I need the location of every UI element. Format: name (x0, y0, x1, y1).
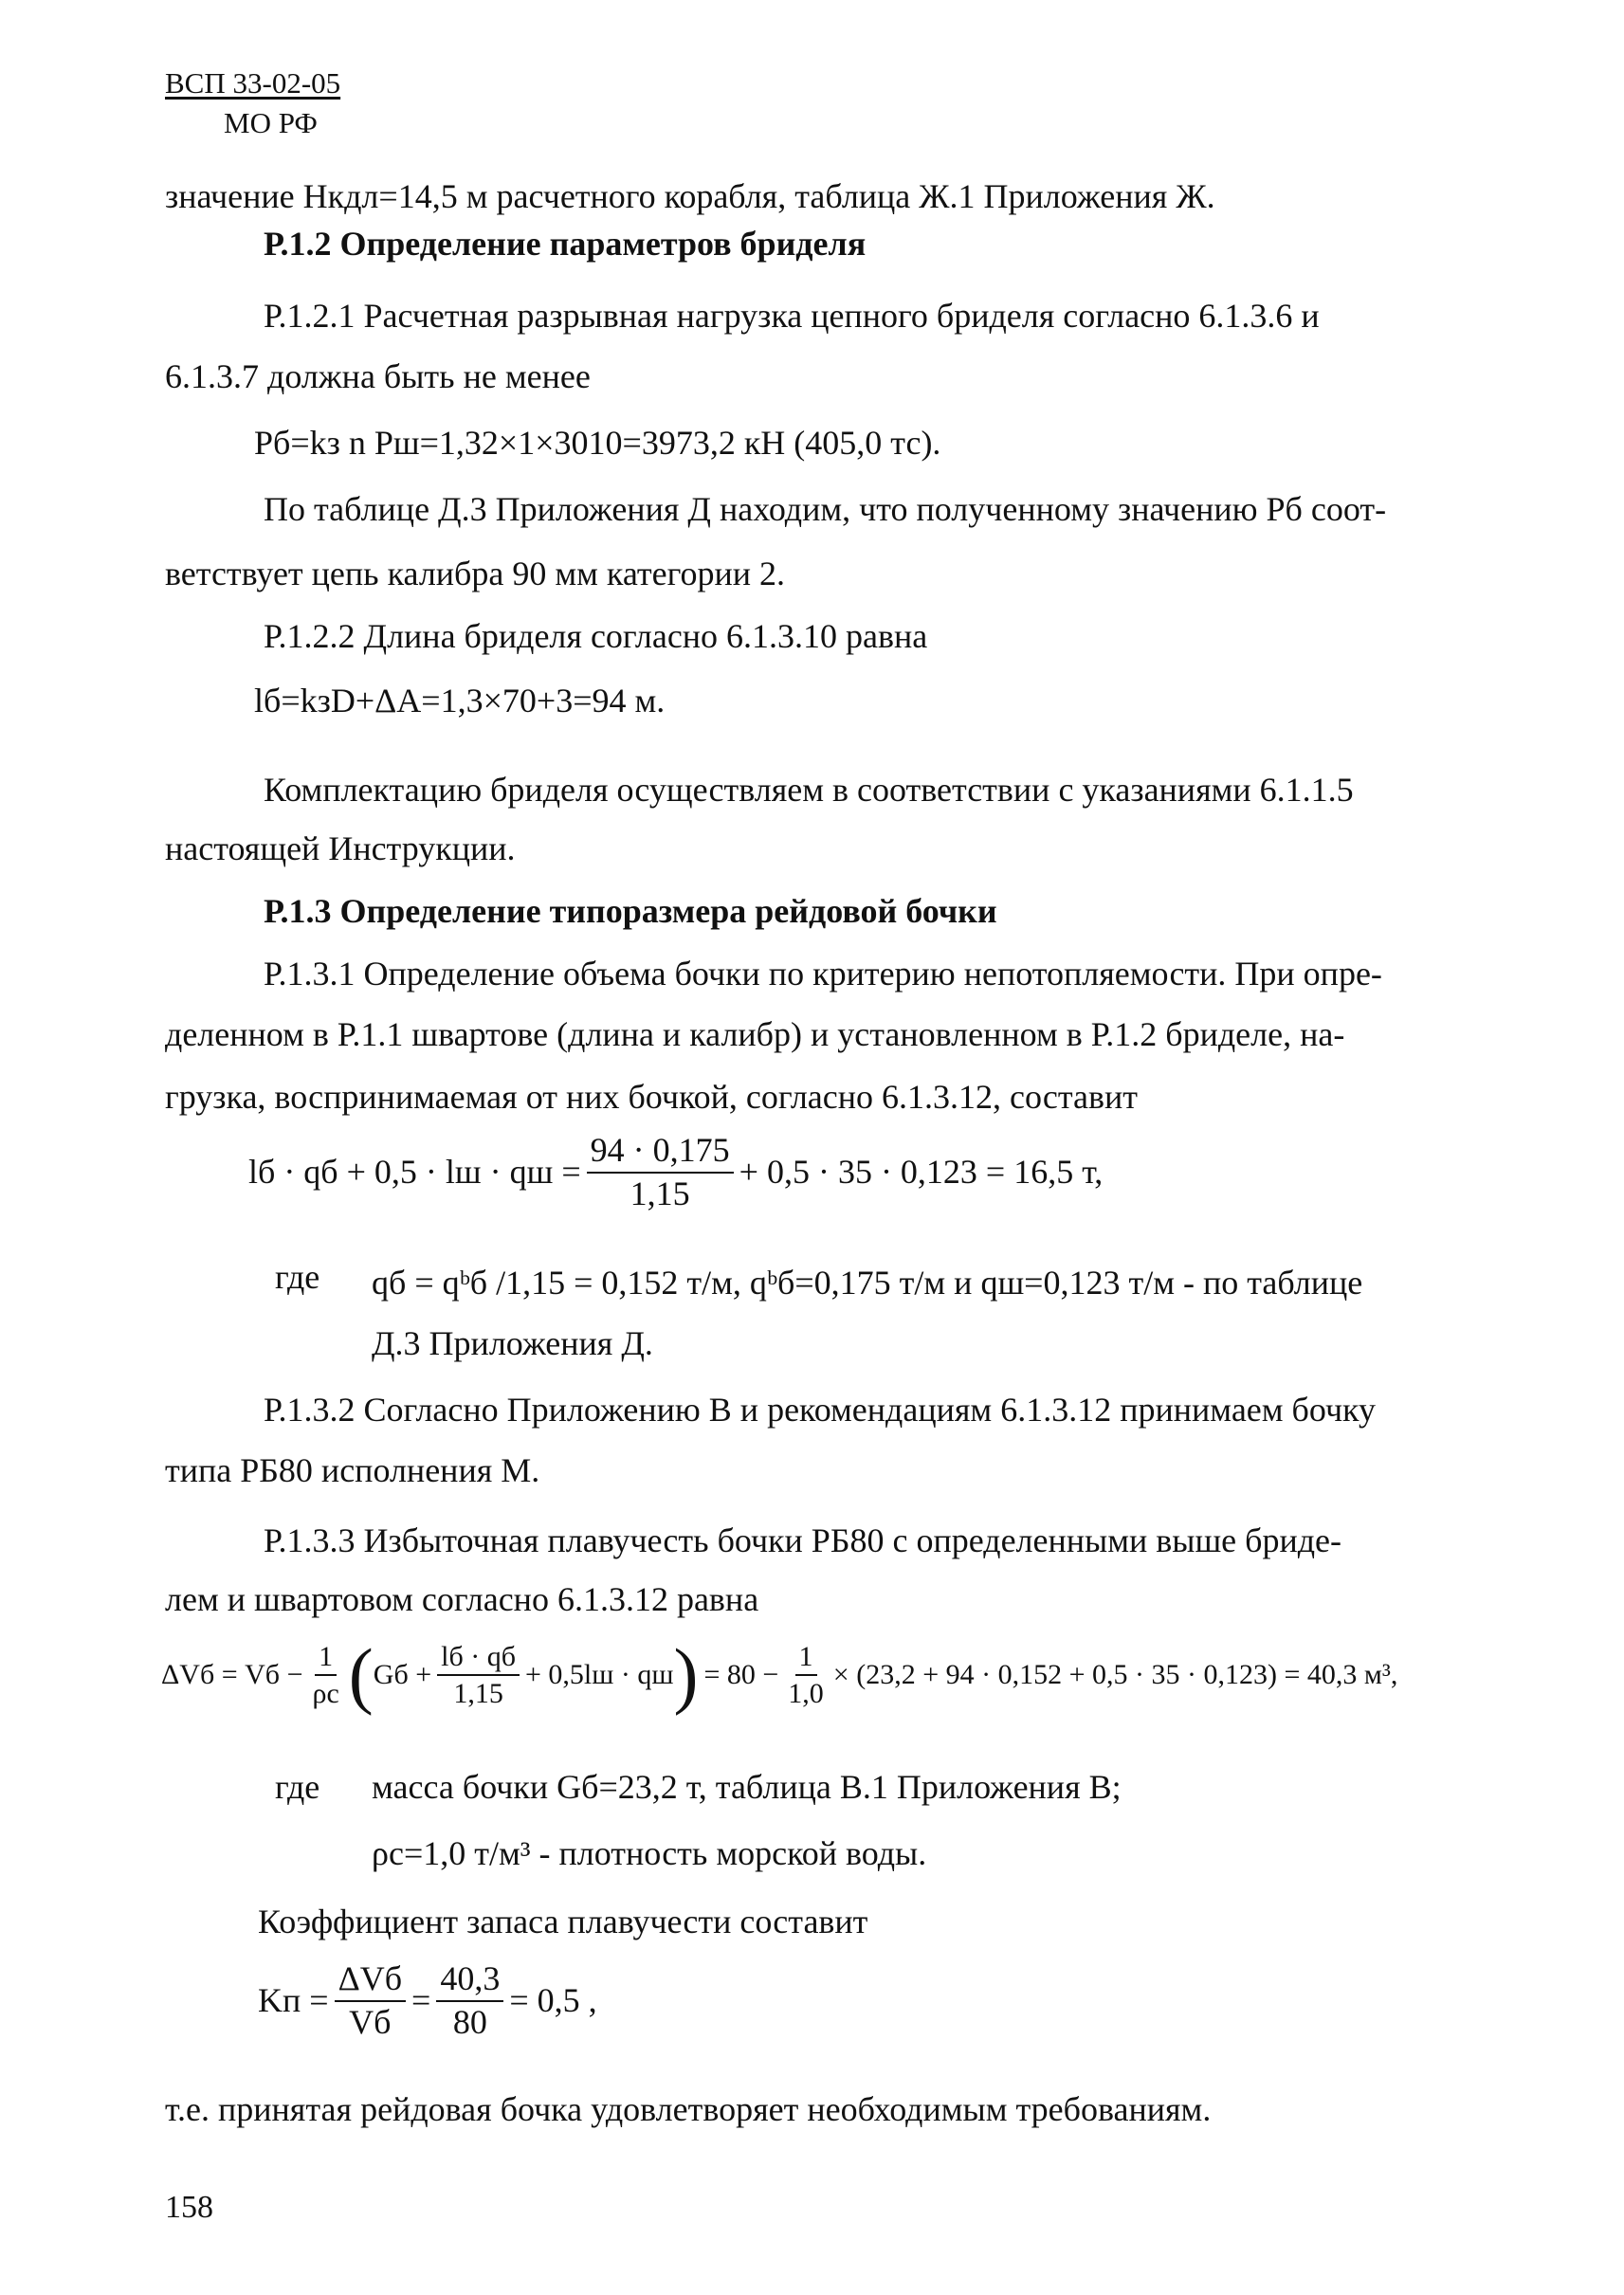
equation-lhs: lб · qб + 0,5 · lш · qш = (248, 1153, 581, 1191)
equation-part: × (23,2 + 94 · 0,152 + 0,5 · 35 · 0,123) = 40,3 м³, (832, 1659, 1398, 1690)
fraction-numerator: lб · qб (437, 1641, 520, 1676)
fraction (437, 1641, 520, 1709)
right-parenthesis: ) (673, 1633, 699, 1716)
formula-breaking-load: Pб=kз n Pш=1,32×1×3010=3973,2 кН (405,0 тс). (254, 424, 941, 462)
where-definitions-cont: Д.3 Приложения Д. (372, 1324, 653, 1362)
equation-part: + 0,5lш · qш (525, 1659, 674, 1690)
equation-part: Gб + (373, 1659, 432, 1690)
paragraph-line: настоящей Инструкции. (165, 829, 516, 867)
fraction (335, 1960, 406, 2041)
paragraph-line: Коэффициент запаса плавучести составит (258, 1903, 868, 1940)
fraction (784, 1641, 828, 1709)
fraction-numerator: 94 · 0,175 (587, 1132, 734, 1174)
fraction-denominator: ρс (312, 1678, 339, 1709)
text-line: значение Hкдл=14,5 м расчетного корабля, таблица Ж.1 Приложения Ж. (165, 177, 1215, 215)
paragraph-line: Р.1.3.2 Согласно Приложению В и рекомендациям 6.1.3.12 принимаем бочку (264, 1391, 1377, 1429)
paragraph-line: Р.1.2.1 Расчетная разрывная нагрузка цепного бриделя согласно 6.1.3.6 и (264, 297, 1320, 335)
formula-length: lб=kзD+ΔA=1,3×70+3=94 м. (254, 682, 666, 719)
section-heading-p12: Р.1.2 Определение параметров бриделя (264, 225, 867, 263)
fraction-numerator: 1 (315, 1641, 337, 1676)
organization: МО РФ (224, 106, 318, 139)
document-code: ВСП 33-02-05 (165, 66, 341, 100)
paragraph-line: Р.1.3.1 Определение объема бочки по критерию непотопляемости. При опре- (264, 955, 1382, 993)
where-label: где (275, 1258, 320, 1296)
fraction (309, 1641, 343, 1709)
equation-part: ΔVб = Vб − (161, 1659, 303, 1690)
fraction (436, 1960, 503, 2041)
where-definitions: qб = qᵇб /1,15 = 0,152 т/м, qᵇб=0,175 т/м и qш=0,123 т/м - по таблице (372, 1264, 1363, 1302)
fraction-denominator: Vб (349, 2002, 392, 2041)
paragraph-line: По таблице Д.3 Приложения Д находим, что полученному значению Pб соот- (264, 490, 1387, 528)
paragraph-line: ветствует цепь калибра 90 мм категории 2. (165, 555, 786, 592)
equation-rhs: + 0,5 · 35 · 0,123 = 16,5 т, (739, 1153, 1104, 1191)
section-heading-p13: Р.1.3 Определение типоразмера рейдовой бочки (264, 892, 997, 930)
fraction-numerator: ΔVб (335, 1960, 406, 2002)
equation-part: = 80 − (703, 1659, 779, 1690)
fraction-denominator: 80 (452, 2002, 487, 2041)
paragraph-line: т.е. принятая рейдовая бочка удовлетворяет необходимым требованиям. (165, 2090, 1212, 2128)
paragraph-line: деленном в Р.1.1 швартове (длина и калибр) и установленном в Р.1.2 бриделе, на- (165, 1015, 1345, 1053)
where-label: где (275, 1768, 320, 1806)
fraction-denominator: 1,0 (788, 1678, 824, 1709)
paragraph-line: грузка, воспринимаемая от них бочкой, согласно 6.1.3.12, составит (165, 1078, 1138, 1116)
equation-part: = (411, 1981, 431, 2019)
paragraph-line: Р.1.3.3 Избыточная плавучесть бочки РБ80 с определенными выше бриде- (264, 1521, 1342, 1559)
paragraph-line: Р.1.2.2 Длина бриделя согласно 6.1.3.10 равна (264, 617, 928, 655)
fraction-denominator: 1,15 (453, 1678, 503, 1709)
equation-part: Kп = (258, 1981, 329, 2019)
equation-part: = 0,5 , (509, 1981, 597, 2019)
where-definitions: масса бочки Gб=23,2 т, таблица В.1 Приложения В; (372, 1768, 1122, 1806)
left-parenthesis: ( (348, 1633, 374, 1716)
paragraph-line: лем и швартовом согласно 6.1.3.12 равна (165, 1580, 759, 1618)
fraction-numerator: 40,3 (436, 1960, 503, 2002)
paragraph-line: типа РБ80 исполнения М. (165, 1451, 540, 1489)
equation-buoyancy (161, 1633, 1398, 1716)
equation-reserve-coefficient (258, 1960, 597, 2041)
where-definitions-cont: ρс=1,0 т/м³ - плотность морской воды. (372, 1834, 927, 1872)
paragraph-line: 6.1.3.7 должна быть не менее (165, 357, 591, 395)
page-number: 158 (165, 2190, 213, 2225)
fraction-denominator: 1,15 (630, 1174, 690, 1212)
fraction (587, 1132, 734, 1212)
equation-load (248, 1132, 1103, 1212)
fraction-numerator: 1 (795, 1641, 817, 1676)
paragraph-line: Комплектацию бриделя осуществляем в соответствии с указаниями 6.1.1.5 (264, 771, 1354, 809)
